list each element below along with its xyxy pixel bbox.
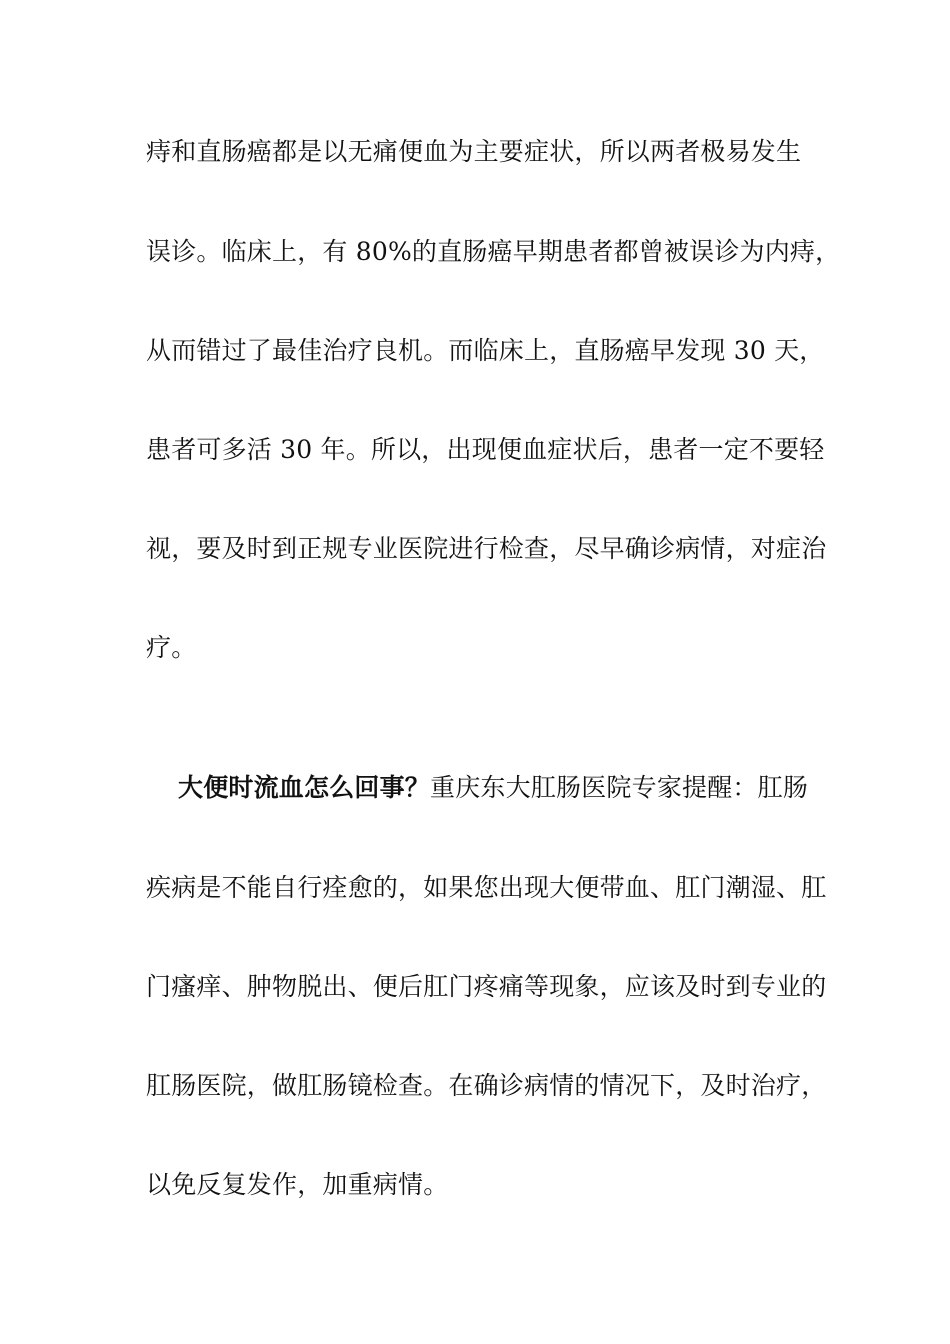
paragraph-1-line-3: 从而错过了最佳治疗良机。而临床上，直肠癌早发现 30 天， (146, 336, 825, 365)
paragraph-2-line-3: 门瘙痒、肿物脱出、便后肛门疼痛等现象，应该及时到专业的 (146, 972, 827, 1001)
paragraph-2-line-2: 疾病是不能自行痊愈的，如果您出现大便带血、肛门潮湿、肛 (146, 873, 827, 902)
paragraph-1-line-4: 患者可多活 30 年。所以，出现便血症状后，患者一定不要轻 (146, 435, 825, 464)
paragraph-2-line-1 (146, 768, 816, 808)
paragraph-2-line-4: 肛肠医院，做肛肠镜检查。在确诊病情的情况下，及时治疗， (146, 1071, 827, 1100)
paragraph-2-line-5: 以免反复发作，加重病情。 (146, 1170, 449, 1199)
paragraph-2-line-1-text: 重庆东大肛肠医院专家提醒：肛肠 (430, 773, 809, 802)
paragraph-1-line-2: 误诊。临床上，有 80%的直肠癌早期患者都曾被误诊为内痔， (146, 237, 841, 266)
paragraph-1-line-1: 痔和直肠癌都是以无痛便血为主要症状，所以两者极易发生 (146, 137, 802, 166)
paragraph-1-line-6: 疗。 (146, 633, 197, 662)
section-heading: 大便时流血怎么回事？ (178, 773, 431, 802)
paragraph-1-line-5: 视，要及时到正规专业医院进行检查，尽早确诊病情，对症治 (146, 534, 827, 563)
